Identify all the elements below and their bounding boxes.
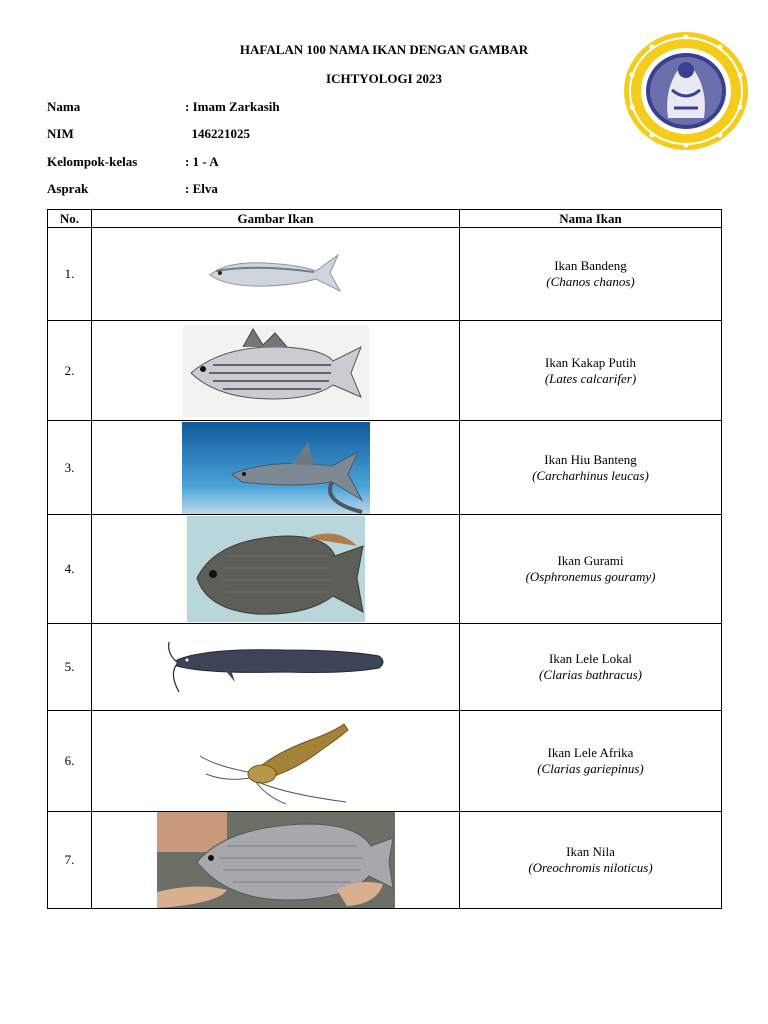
info-label: Nama	[47, 99, 81, 114]
document-subtitle: ICHTYOLOGI 2023	[326, 71, 442, 86]
row-number: 4.	[48, 515, 92, 624]
fish-scientific-name: (Lates calcarifer)	[544, 370, 637, 386]
fish-name-cell	[460, 812, 722, 909]
fish-picture-cell	[92, 812, 460, 909]
table-row	[48, 228, 722, 321]
column-header-picture: Gambar Ikan	[92, 210, 460, 228]
row-number: 1.	[48, 228, 92, 321]
fish-table	[47, 209, 722, 909]
fish-picture-cell	[92, 321, 460, 421]
table-row	[48, 515, 722, 624]
fish-name-cell	[460, 321, 722, 421]
fish-scientific-name: (Clarias gariepinus)	[537, 761, 644, 776]
info-value: 146221025	[185, 126, 250, 141]
info-label: Kelompok-kelas	[47, 154, 138, 169]
fish-picture-cell	[92, 711, 460, 812]
fish-name-cell	[460, 624, 722, 711]
info-label: NIM	[47, 126, 74, 141]
row-number: 2.	[48, 321, 92, 421]
bull-shark-photo-icon	[92, 422, 459, 514]
table-row	[48, 812, 722, 909]
info-value: : Elva	[185, 181, 218, 196]
gourami-photo-icon	[92, 516, 459, 622]
fish-scientific-name: (Clarias bathracus)	[539, 667, 642, 682]
fish-common-name: Ikan Lele Afrika	[547, 745, 634, 760]
local-catfish-photo-icon	[92, 634, 459, 700]
document-title: HAFALAN 100 NAMA IKAN DENGAN GAMBAR	[239, 42, 529, 57]
fish-common-name: Ikan Kakap Putih	[545, 354, 636, 370]
fish-scientific-name: (Oreochromis niloticus)	[528, 860, 653, 875]
fish-picture-cell	[92, 624, 460, 711]
fish-scientific-name: (Carcharhinus leucas)	[532, 467, 649, 483]
fish-picture-cell	[92, 421, 460, 515]
row-number: 3.	[48, 421, 92, 515]
milkfish-photo-icon	[92, 249, 459, 299]
african-catfish-photo-icon	[92, 716, 459, 806]
info-value: : Imam Zarkasih	[185, 99, 280, 114]
fish-common-name: Ikan Gurami	[557, 553, 624, 568]
fish-common-name: Ikan Lele Lokal	[548, 651, 632, 666]
table-row	[48, 421, 722, 515]
fish-common-name: Ikan Nila	[566, 844, 615, 859]
row-number: 6.	[48, 711, 92, 812]
table-row	[48, 624, 722, 711]
fish-name-cell	[460, 711, 722, 812]
table-row	[48, 711, 722, 812]
fish-name-cell	[460, 515, 722, 624]
fish-common-name: Ikan Hiu Banteng	[544, 451, 637, 467]
tilapia-photo-icon	[92, 812, 459, 908]
column-header-name: Nama Ikan	[460, 210, 722, 228]
fish-scientific-name: (Osphronemus gouramy)	[525, 569, 656, 584]
fish-common-name: Ikan Bandeng	[554, 258, 627, 273]
striped-bass-photo-icon	[92, 325, 459, 417]
table-row	[48, 321, 722, 421]
info-label: Asprak	[47, 181, 89, 196]
fish-picture-cell	[92, 228, 460, 321]
fish-name-cell	[460, 421, 722, 515]
fish-scientific-name: (Chanos chanos)	[546, 274, 635, 289]
info-value: : 1 - A	[185, 154, 219, 169]
row-number: 5.	[48, 624, 92, 711]
university-emblem-icon	[622, 30, 750, 152]
column-header-no: No.	[48, 210, 92, 228]
row-number: 7.	[48, 812, 92, 909]
fish-picture-cell	[92, 515, 460, 624]
fish-name-cell	[460, 228, 722, 321]
table-header-row	[48, 210, 722, 228]
